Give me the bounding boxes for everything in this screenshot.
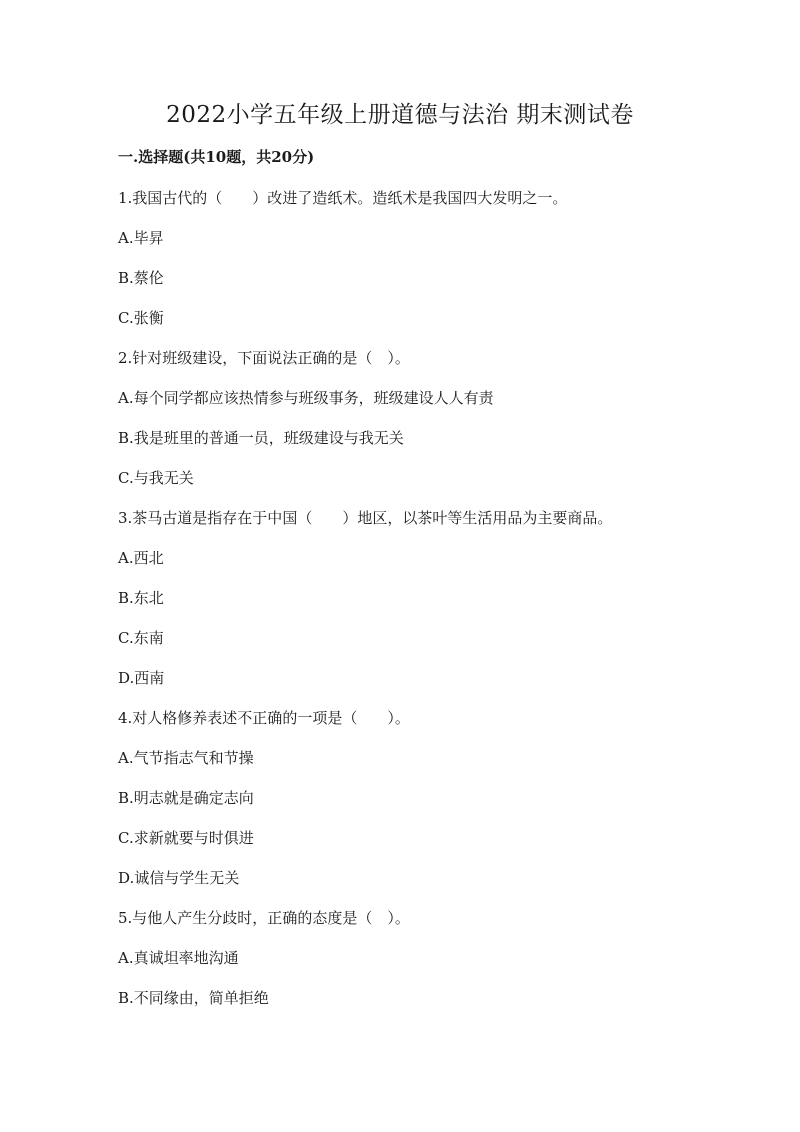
answer-option: C.张衡 xyxy=(118,309,164,327)
answer-option: A.每个同学都应该热情参与班级事务，班级建设人人有责 xyxy=(118,389,494,407)
answer-option: B.蔡伦 xyxy=(118,269,164,287)
answer-option: C.与我无关 xyxy=(118,469,194,487)
question-stem: 1.我国古代的（ ）改进了造纸术。造纸术是我国四大发明之一。 xyxy=(118,189,568,207)
answer-option: D.诚信与学生无关 xyxy=(118,869,240,887)
question-stem: 2.针对班级建设，下面说法正确的是（ ）。 xyxy=(118,349,410,367)
answer-option: A.毕昇 xyxy=(118,229,164,247)
question-list xyxy=(118,188,738,1028)
answer-option: A.气节指志气和节操 xyxy=(118,749,254,767)
question-stem: 3.茶马古道是指存在于中国（ ）地区，以茶叶等生活用品为主要商品。 xyxy=(118,509,613,527)
answer-option: C.求新就要与时俱进 xyxy=(118,829,254,847)
answer-option: B.不同缘由，简单拒绝 xyxy=(118,989,269,1007)
answer-option: B.东北 xyxy=(118,589,164,607)
answer-option: A.西北 xyxy=(118,549,164,567)
page-title: 2022小学五年级上册道德与法治 期末测试卷 xyxy=(166,102,634,128)
question-stem: 5.与他人产生分歧时，正确的态度是（ ）。 xyxy=(118,909,410,927)
answer-option: B.明志就是确定志向 xyxy=(118,789,254,807)
answer-option: C.东南 xyxy=(118,629,164,647)
question-stem: 4.对人格修养表述不正确的一项是（ ）。 xyxy=(118,709,410,727)
answer-option: A.真诚坦率地沟通 xyxy=(118,949,239,967)
answer-option: D.西南 xyxy=(118,669,165,687)
section-heading: 一.选择题(共10题，共20分) xyxy=(118,148,315,166)
answer-option: B.我是班里的普通一员，班级建设与我无关 xyxy=(118,429,404,447)
